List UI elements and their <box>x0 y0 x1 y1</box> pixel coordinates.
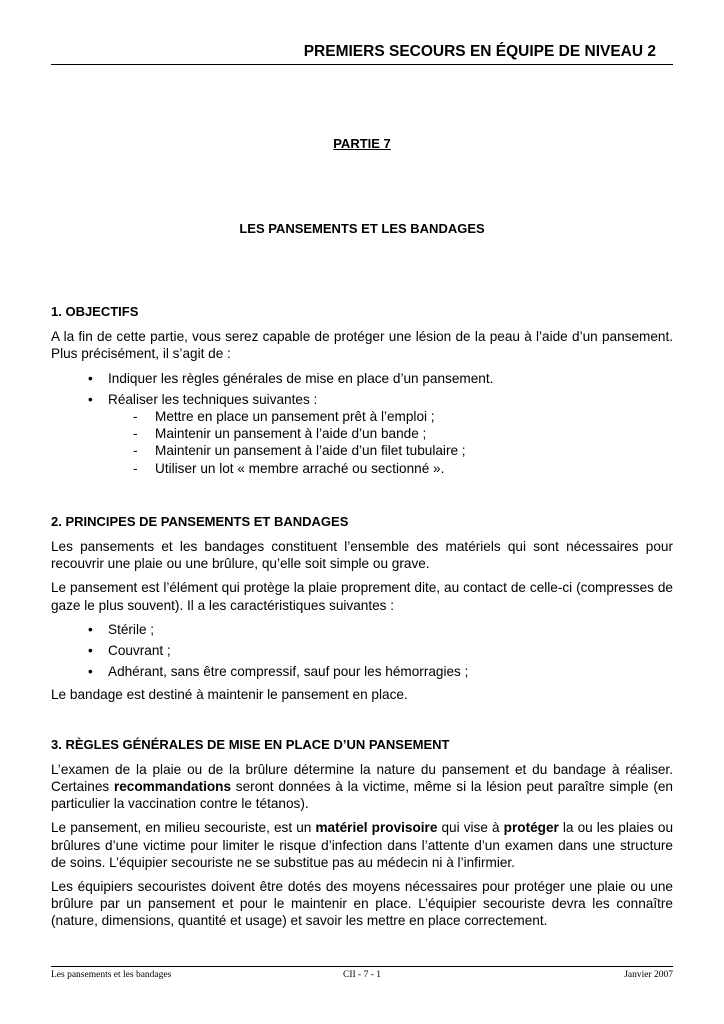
section-paragraph: Les pansements et les bandages constituent l’ensemble des matériels qui sont nécessaires pour recouvrir une plaie ou une brûlure, qu’elle soit simple ou grave. <box>51 539 673 572</box>
section-objectifs <box>51 303 673 477</box>
footer-divider <box>51 966 673 967</box>
dash-icon: - <box>133 426 138 442</box>
header-divider <box>51 64 673 65</box>
list-item-text: Maintenir un pansement à l’aide d’un bande ; <box>155 426 427 442</box>
dash-icon: - <box>133 409 138 425</box>
section-paragraph <box>51 819 673 871</box>
bullet-icon: • <box>88 643 93 659</box>
list-item <box>108 460 673 477</box>
section-title: 1. OBJECTIFS <box>51 304 139 319</box>
paragraph-text: Le pansement, en milieu secouriste, est un <box>51 820 316 836</box>
document-page <box>51 0 673 1024</box>
paragraph-text: qui vise à <box>437 820 504 836</box>
section-title: 2. PRINCIPES DE PANSEMENTS ET BANDAGES <box>51 513 349 529</box>
bullet-icon: • <box>88 370 93 386</box>
list-item <box>108 442 673 459</box>
list-item <box>108 408 673 425</box>
bold-term: recommandations <box>113 779 232 795</box>
list-item <box>108 425 673 442</box>
bullet-icon: • <box>88 391 93 407</box>
list-item <box>51 621 673 638</box>
section-paragraph: A la fin de cette partie, vous serez capable de protéger une lésion de la peau à l’aide d’un pansement. Plus précisément, il s’agit de : <box>51 329 673 362</box>
bullet-icon: • <box>88 621 93 637</box>
bullet-list <box>51 370 673 477</box>
section-paragraph: Les équipiers secouristes doivent être dotés des moyens nécessaires pour protéger une plaie ou une brûlure par un pansement et pour le maintenir en place. L’équipier secouriste devra les connaître (nature, dimensions, quantité et usage) et savoir les mettre en place correctement. <box>51 879 673 929</box>
document-header-title: PREMIERS SECOURS EN ÉQUIPE DE NIVEAU 2 <box>303 43 656 60</box>
bullet-icon: • <box>88 664 93 680</box>
footer-date: Janvier 2007 <box>624 970 673 980</box>
list-item <box>51 642 673 659</box>
footer-page-number: CII - 7 - 1 <box>343 970 381 980</box>
section-principes <box>51 513 673 704</box>
list-item-text: Utiliser un lot « membre arraché ou sectionné ». <box>155 460 445 476</box>
section-regles <box>51 736 673 930</box>
list-item-text: Indiquer les règles générales de mise en place d’un pansement. <box>108 370 494 386</box>
paragraph-text: L’examen de la plaie ou de la brûlure détermine la nature du pansement et du bandage à réaliser. Certaines <box>51 761 673 795</box>
list-item <box>51 663 673 680</box>
list-item <box>51 370 673 387</box>
list-item-text: Mettre en place un pansement prêt à l’emploi ; <box>155 409 435 425</box>
list-item-text: Stérile ; <box>108 621 155 637</box>
list-item-text: Réaliser les techniques suivantes : <box>108 391 318 407</box>
list-item <box>51 391 673 477</box>
bold-term: protéger <box>503 820 559 836</box>
list-item-text: Maintenir un pansement à l’aide d’un filet tubulaire ; <box>155 443 466 459</box>
part-title: LES PANSEMENTS ET LES BANDAGES <box>239 221 485 236</box>
bold-term: matériel provisoire <box>315 820 438 836</box>
section-paragraph: Le pansement est l’élément qui protège la plaie proprement dite, au contact de celle-ci (compresses de gaze le plus souvent). Il a les caractéristiques suivantes : <box>51 580 673 613</box>
dash-icon: - <box>133 443 138 459</box>
section-title: 3. RÈGLES GÉNÉRALES DE MISE EN PLACE D’UN PANSEMENT <box>51 736 450 752</box>
section-paragraph: Le bandage est destiné à maintenir le pansement en place. <box>51 687 408 703</box>
dash-icon: - <box>133 460 138 476</box>
list-item-text: Adhérant, sans être compressif, sauf pour les hémorragies ; <box>108 664 469 680</box>
footer-left-text: Les pansements et les bandages <box>51 970 172 980</box>
paragraph-text: la ou les plaies ou brûlures d’une victime pour limiter le risque d’infection dans l’attente d’un examen dans une structure de soins. L’équipier secouriste ne se substitue pas au médecin ni à l’infirmier. <box>51 820 674 870</box>
bullet-list <box>51 621 673 681</box>
paragraph-text: seront données à la victime, même si la lésion peut paraître simple (en particulier la vaccination contre le tétanos). <box>51 779 673 812</box>
part-label: PARTIE 7 <box>333 136 391 151</box>
section-paragraph <box>51 761 673 813</box>
list-item-text: Couvrant ; <box>108 643 171 659</box>
document-body <box>51 303 673 937</box>
dash-list <box>108 408 673 477</box>
